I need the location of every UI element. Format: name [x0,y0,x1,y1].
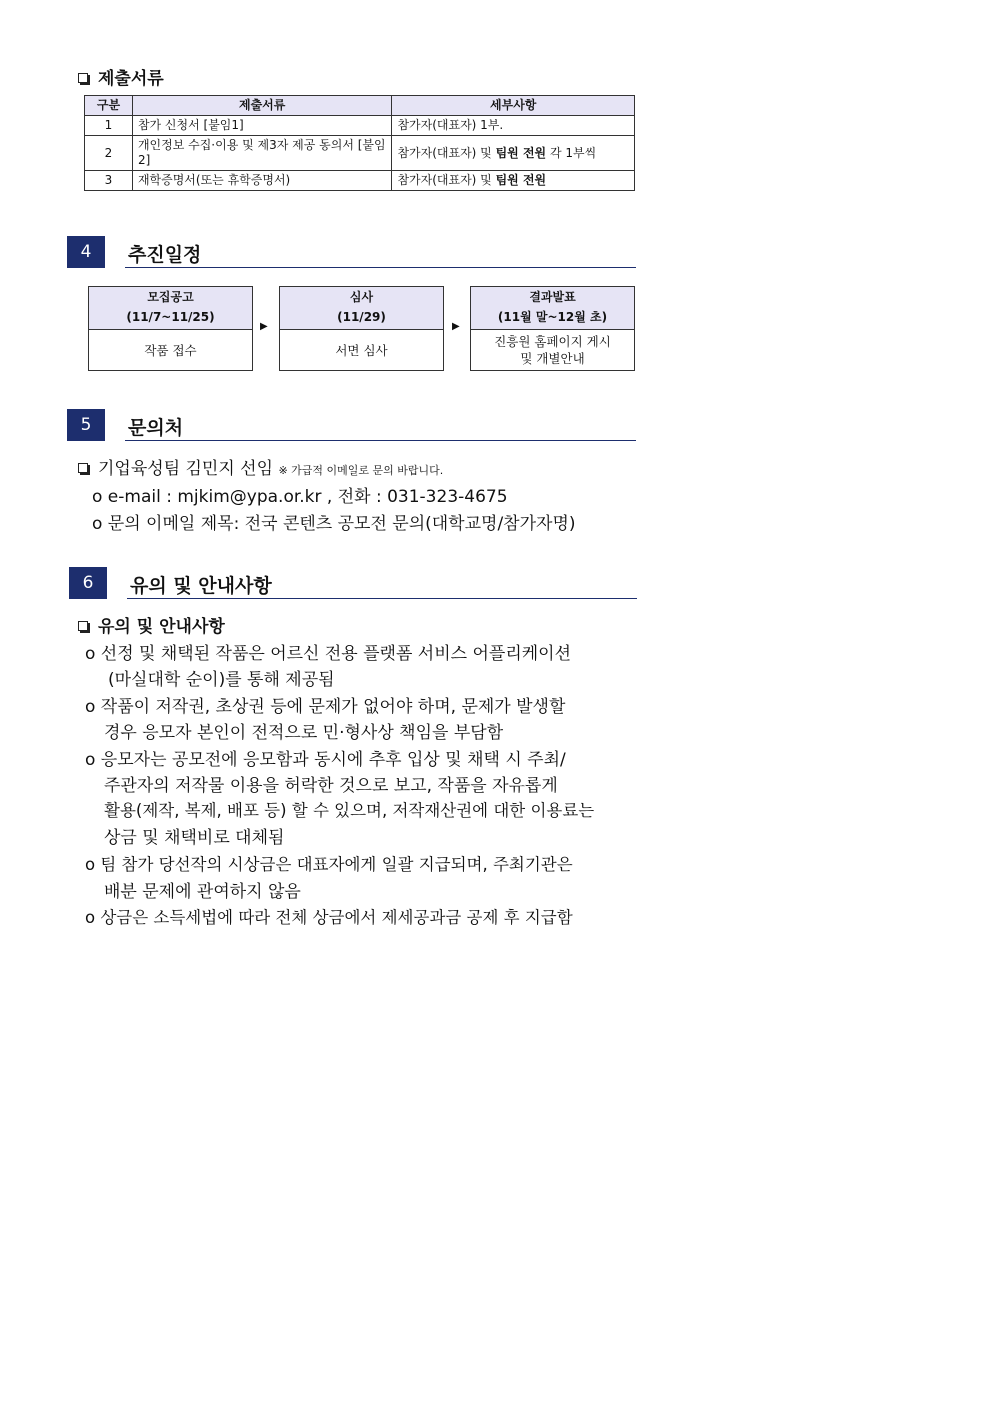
arrow-right-icon: ▶ [260,321,268,332]
step-body: 서면 심사 [335,342,388,358]
table-row [85,136,635,171]
notice-line: o 선정 및 채택된 작품은 어르신 전용 플랫폼 서비스 어플리케이션 [85,644,572,664]
arrow-right-icon: ▶ [452,321,460,332]
row-document: 재학증명서(또는 휴학증명서) [132,171,392,191]
col-header: 제출서류 [132,96,392,116]
col-header: 구분 [85,96,133,116]
contact-person: 기업육성팀 김민지 선임 ※ 가급적 이메일로 문의 바랍니다. [78,454,443,479]
table-header-row [85,96,635,116]
step-body: 작품 접수 [144,342,197,358]
notice-line: o 응모자는 공모전에 응모함과 동시에 추후 입상 및 채택 시 주최/ [85,750,566,770]
schedule-step-2 [279,286,444,371]
notice-line: (마실대학 순이)를 통해 제공됨 [108,670,335,690]
row-number: 1 [85,116,133,136]
row-detail: 참가자(대표자) 1부. [392,116,635,136]
notices-subheading: 유의 및 안내사항 [78,612,225,637]
contact-note: ※ 가급적 이메일로 문의 바랍니다. [278,464,444,477]
step-header: 모집공고 (11/7~11/25) [89,287,252,330]
checkbox-square-icon [78,73,88,83]
checkbox-square-icon [78,621,88,631]
section-divider [125,440,636,441]
row-number: 2 [85,136,133,171]
table-row [85,116,635,136]
schedule-step-1 [88,286,253,371]
notice-line: 경우 응모자 본인이 전적으로 민·형사상 책임을 부담함 [104,723,504,743]
section-number-6: 6 [69,567,107,599]
notice-line: o 작품이 저작권, 초상권 등에 문제가 없어야 하며, 문제가 발생할 [85,697,566,717]
contact-email-subject: o 문의 이메일 제목: 전국 콘텐츠 공모전 문의(대학교명/참가자명) [92,514,576,534]
col-header: 세부사항 [392,96,635,116]
step-header: 심사 (11/29) [280,287,443,330]
checkbox-square-icon [78,463,88,473]
row-document: 개인정보 수집·이용 및 제3자 제공 동의서 [붙임2] [132,136,392,171]
submission-table [84,95,635,191]
section-divider [125,267,636,268]
notice-line: 주관자의 저작물 이용을 허락한 것으로 보고, 작품을 자유롭게 [104,776,558,796]
step-header: 결과발표 (11월 말~12월 초) [471,287,634,330]
row-detail: 참가자(대표자) 및 팀원 전원 각 1부씩 [392,136,635,171]
section-title-notices: 유의 및 안내사항 [130,575,272,597]
notice-line: 상금 및 채택비로 대체됨 [104,828,285,848]
notice-line: o 상금은 소득세법에 따라 전체 상금에서 제세공과금 공제 후 지급함 [85,908,573,927]
submission-heading: 제출서류 [78,64,164,89]
section-number-4: 4 [67,236,105,268]
schedule-step-3 [470,286,635,371]
section-divider [127,598,637,599]
notice-line: 배분 문제에 관여하지 않음 [104,882,301,902]
row-document: 참가 신청서 [붙임1] [132,116,392,136]
step-body: 진흥원 홈페이지 게시 및 개별안내 [494,334,611,366]
section-number-5: 5 [67,409,105,441]
section-title-schedule: 추진일정 [128,244,202,266]
table-row [85,171,635,191]
notice-line: 활용(제작, 복제, 배포 등) 할 수 있으며, 저작재산권에 대한 이용료는 [104,801,595,820]
row-detail: 참가자(대표자) 및 팀원 전원 [392,171,635,191]
contact-email-phone: o e-mail : mjkim@ypa.or.kr , 전화 : 031-323-4675 [92,487,508,507]
section-title-contact: 문의처 [128,417,184,439]
row-number: 3 [85,171,133,191]
notice-line: o 팀 참가 당선작의 시상금은 대표자에게 일괄 지급되며, 주최기관은 [85,855,573,874]
